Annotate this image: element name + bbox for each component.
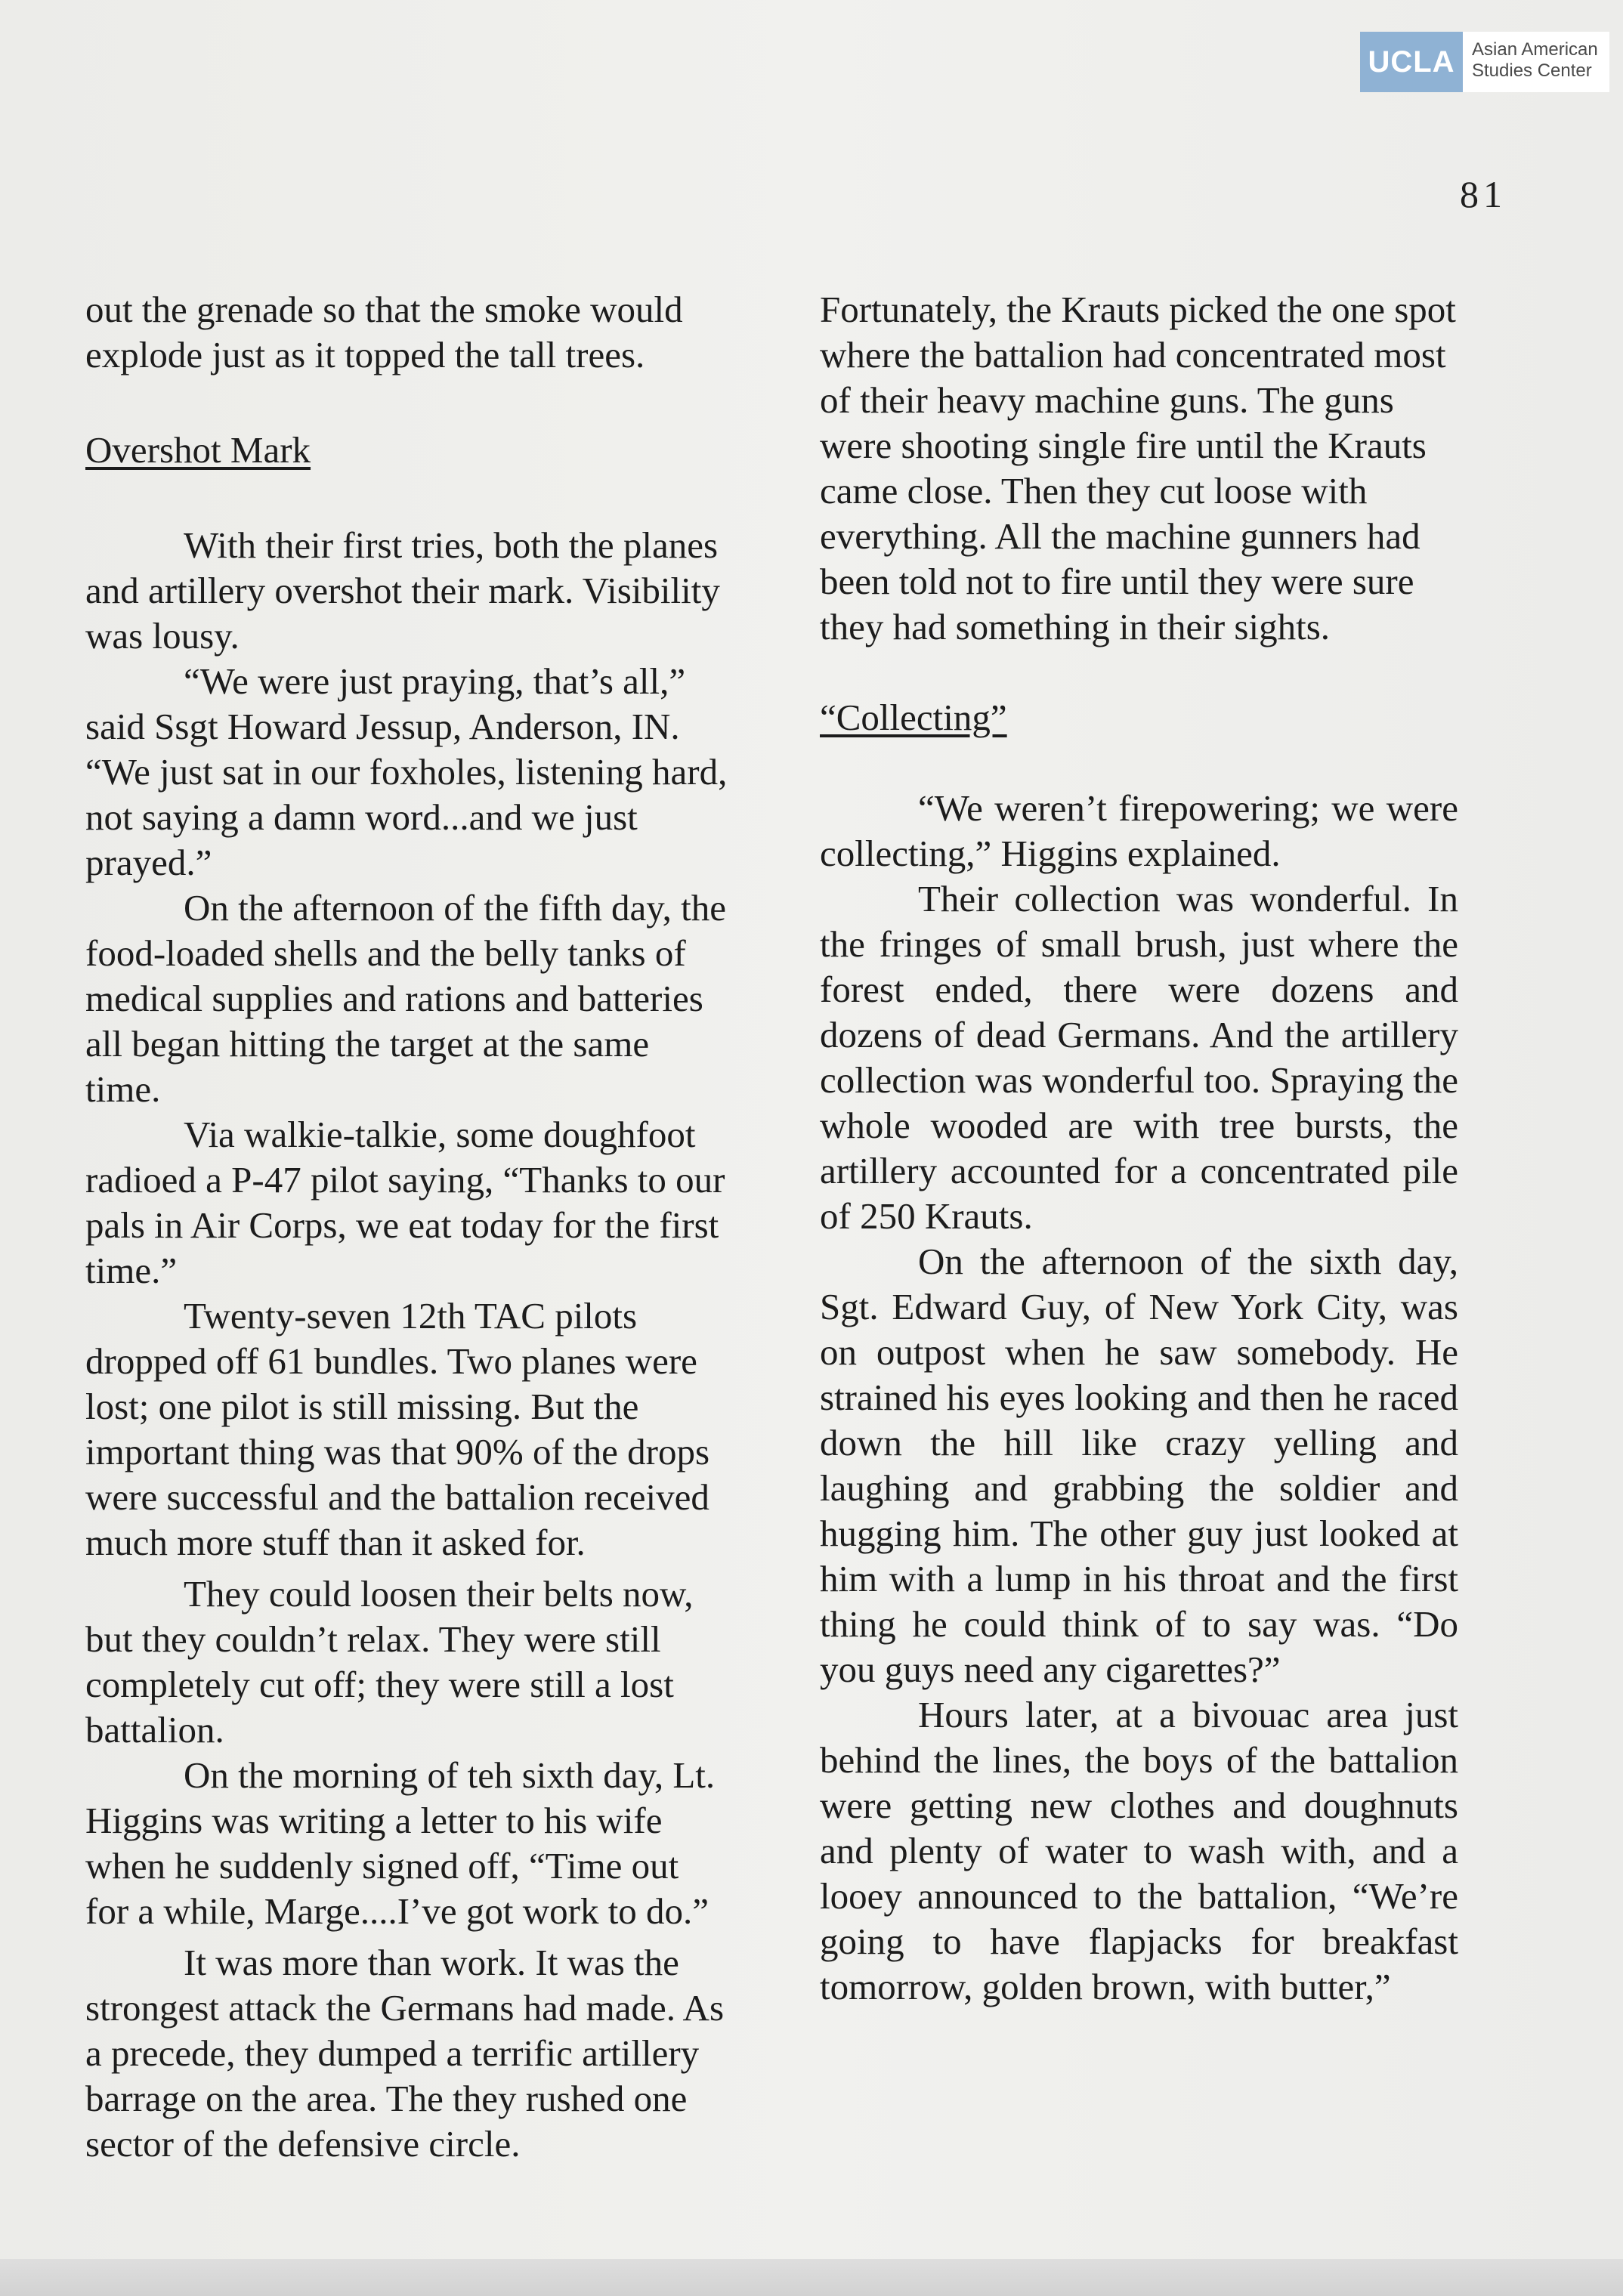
right-heading-collecting: “Collecting” [820, 697, 1007, 738]
left-paragraph-8: On the morning of teh sixth day, Lt. Higgins was writing a letter to his wife when he suddenly signed off, “Time out for a while, Marge....I’ve got work to do.” [85, 1754, 716, 1932]
logo-mark: UCLA [1360, 32, 1463, 92]
left-paragraph-5: Via walkie-talkie, some doughfoot radioed a P-47 pilot saying, “Thanks to our pals in Air Corps, we eat today for the first time.” [85, 1114, 725, 1291]
logo-text-line2: Studies Center [1472, 60, 1592, 81]
right-paragraph-3: Their collection was wonderful. In the fringes of small brush, just where the forest ended, there were dozens and dozens of dead Germans. And the artillery collection was wonderful too. Spraying the whole wooded are with tree bursts, the artillery accounted for a concentrated pile of 250 Krauts. [820, 878, 1458, 1237]
right-column [820, 287, 1458, 2010]
ucla-aasc-logo [1360, 32, 1609, 92]
left-heading-overshot-mark: Overshot Mark [85, 429, 311, 471]
left-paragraph-6: Twenty-seven 12th TAC pilots dropped off 61 bundles. Two planes were lost; one pilot is still missing. But the important thing was that 90% of the drops were successful and the battalion received much more stuff than it asked for. [85, 1295, 710, 1563]
left-paragraph-4: On the afternoon of the fifth day, the food-loaded shells and the belly tanks of medical supplies and rations and batteries all began hitting the target at the same time. [85, 887, 726, 1110]
left-paragraph-9: It was more than work. It was the strongest attack the Germans had made. As a precede, they dumped a terrific artillery barrage on the area. The they rushed one sector of the defensive circle. [85, 1942, 725, 2165]
left-column [85, 287, 728, 2167]
left-paragraph-3: “We were just praying, that’s all,” said Ssgt Howard Jessup, Anderson, IN. “We just sat in our foxholes, listening hard, not saying a damn word...and we just prayed.” [85, 660, 728, 883]
left-paragraph-1: out the grenade so that the smoke would explode just as it topped the tall trees. [85, 289, 683, 375]
page-number: 81 [1460, 173, 1507, 215]
right-paragraph-2: “We weren’t firepowering; we were collecting,” Higgins explained. [820, 787, 1458, 874]
logo-text-line1: Asian American [1472, 39, 1598, 60]
logo-text [1463, 32, 1609, 92]
right-paragraph-1: Fortunately, the Krauts picked the one spot where the battalion had concentrated most of their heavy machine guns. The guns were shooting single fire until the Krauts came close. Then they cut loose with everything. All the machine gunners had been told not to fire until they were sure they had something in their sights. [820, 289, 1456, 647]
right-paragraph-4: On the afternoon of the sixth day, Sgt. Edward Guy, of New York City, was on outpost when he saw somebody. He strained his eyes looking and then he raced down the hill like crazy yelling and laughing and grabbing the soldier and hugging him. The other guy just looked at him with a lump in his throat and the first thing he could think of to say was. “Do you guys need any cigarettes?” [820, 1241, 1458, 1690]
left-paragraph-7: They could loosen their belts now, but they couldn’t relax. They were still completely cut off; they were still a lost battalion. [85, 1573, 694, 1751]
left-paragraph-2: With their first tries, both the planes and artillery overshot their mark. Visibility was lousy. [85, 524, 720, 657]
page-bottom-edge [0, 2259, 1623, 2296]
right-paragraph-5: Hours later, at a bivouac area just behind the lines, the boys of the battalion were getting new clothes and doughnuts and plenty of water to wash with, and a looey announced to the battalion, “We’re going to have flapjacks for breakfast tomorrow, golden brown, with butter,” [820, 1694, 1458, 2007]
